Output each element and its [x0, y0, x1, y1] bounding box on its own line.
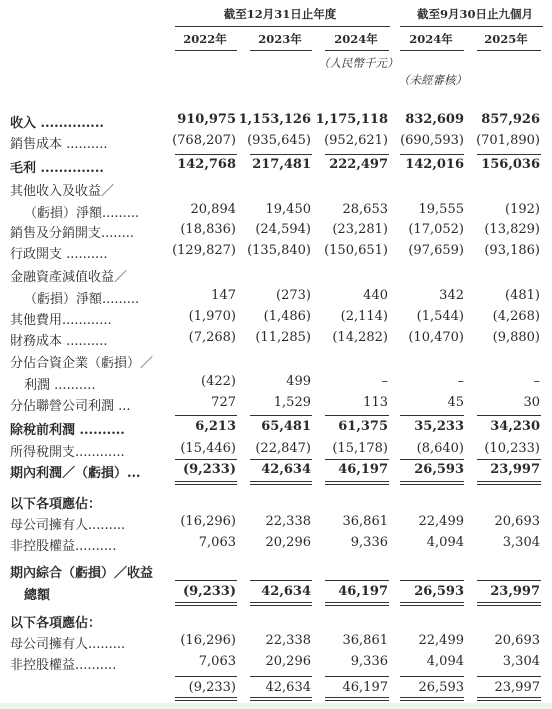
row-value: 910,975 [177, 112, 236, 127]
row-value: 26,593 [414, 462, 464, 477]
row-value: 46,197 [338, 584, 388, 599]
row-value: 42,634 [261, 584, 311, 599]
row-value: (23,281) [332, 222, 388, 237]
row-value: 23,997 [490, 584, 540, 599]
row-value: (150,651) [324, 243, 388, 258]
total-double-rule [250, 697, 312, 701]
subtotal-rule [175, 676, 237, 677]
row-value: 42,634 [265, 680, 311, 695]
row-label: 以下各項應佔： [10, 616, 102, 631]
table-row [0, 288, 552, 308]
year-header-2024-9m: 2024年 [409, 32, 453, 46]
row-value: (690,593) [400, 133, 464, 148]
table-row [0, 395, 552, 415]
subtotal-rule [400, 415, 464, 416]
row-value: 20,894 [190, 202, 236, 217]
row-label: 總額 [24, 588, 51, 603]
total-double-rule [175, 697, 237, 701]
row-value: 28,653 [342, 202, 388, 217]
row-label: 非控股權益.......... [10, 658, 117, 673]
table-row [0, 514, 552, 534]
subtotal-rule [175, 154, 237, 155]
row-label: 非控股權益.......... [10, 539, 117, 554]
row-value: 1,529 [273, 395, 311, 410]
row-value: 36,861 [342, 633, 388, 648]
row-value: (10,470) [408, 330, 464, 345]
row-value: (768,207) [172, 133, 236, 148]
row-value: (273) [276, 288, 311, 303]
row-value: 30 [523, 395, 540, 410]
table-row [0, 441, 552, 461]
subtotal-rule [250, 415, 312, 416]
table-row [0, 309, 552, 329]
row-value: 857,926 [481, 112, 540, 127]
subtotal-rule [400, 459, 464, 460]
table-row [0, 562, 552, 582]
row-label: 行政開支 .......... [10, 247, 108, 262]
subtotal-rule [400, 676, 464, 677]
subtotal-rule [400, 580, 464, 581]
total-double-rule [477, 697, 541, 701]
total-double-rule [325, 481, 389, 485]
row-value: 19,450 [265, 202, 311, 217]
row-value: (1,486) [263, 309, 311, 324]
row-value: 9,336 [350, 654, 388, 669]
unit-note: （人民幣千元） [318, 56, 399, 70]
total-double-rule [325, 697, 389, 701]
row-value: 20,693 [494, 633, 540, 648]
year-header-2024: 2024年 [334, 32, 378, 46]
row-value: (15,446) [180, 441, 236, 456]
subtotal-rule [325, 459, 389, 460]
row-value: 23,997 [494, 680, 540, 695]
row-value: (16,296) [180, 514, 236, 529]
row-label: 利潤 .......... [24, 378, 96, 393]
row-value: (18,836) [180, 222, 236, 237]
total-double-rule [400, 697, 464, 701]
year-header-2025-9m: 2025年 [484, 32, 528, 46]
row-value: 22,499 [418, 633, 464, 648]
row-value: – [381, 374, 388, 389]
row-label: 其他費用............ [10, 313, 112, 328]
row-value: (24,594) [255, 222, 311, 237]
row-value: (11,285) [255, 330, 311, 345]
subtotal-rule [175, 580, 237, 581]
subtotal-rule [175, 415, 237, 416]
table-row [0, 535, 552, 555]
subtotal-rule [250, 154, 312, 155]
row-value: (135,840) [247, 243, 311, 258]
total-double-rule [477, 602, 541, 606]
table-row [0, 352, 552, 372]
table-row [0, 133, 552, 153]
year-rule-3 [325, 50, 389, 51]
total-double-rule [400, 481, 464, 485]
row-value: 22,499 [418, 514, 464, 529]
table-row [0, 112, 552, 132]
row-value: – [533, 374, 540, 389]
header-group-nine-months: 截至9月30日止九個月 [416, 7, 534, 21]
table-row [0, 222, 552, 242]
row-value: (952,621) [324, 133, 388, 148]
row-label: 除稅前利潤 .......... [10, 423, 125, 438]
row-value: 9,336 [350, 535, 388, 550]
row-label: 其他收入及收益／ [10, 184, 115, 199]
row-value: 46,197 [342, 680, 388, 695]
total-double-rule [175, 602, 237, 606]
row-value: 19,555 [418, 202, 464, 217]
year-header-2023: 2023年 [258, 32, 302, 46]
row-value: (9,233) [182, 584, 236, 599]
row-value: (935,645) [247, 133, 311, 148]
row-value: 217,481 [252, 157, 311, 172]
row-label: 銷售及分銷開支........ [10, 226, 135, 241]
row-value: 4,094 [426, 654, 464, 669]
row-label: 期內綜合（虧損）／收益 [10, 566, 154, 581]
subtotal-rule [175, 459, 237, 460]
row-value: 1,153,126 [238, 112, 311, 127]
subtotal-rule [325, 676, 389, 677]
row-label: 收入 .............. [10, 116, 104, 131]
row-value: 7,063 [198, 535, 236, 550]
row-value: 113 [363, 395, 388, 410]
row-value: 42,634 [261, 462, 311, 477]
row-value: (9,233) [188, 680, 236, 695]
row-label: 分佔合資企業（虧損）／ [10, 356, 154, 371]
year-rule-1 [175, 50, 237, 51]
row-label: （虧損）淨額......... [24, 292, 140, 307]
row-value: 222,497 [329, 157, 388, 172]
row-value: (701,890) [476, 133, 540, 148]
row-value: 727 [211, 395, 236, 410]
row-label: 金融資產減值收益／ [10, 270, 128, 285]
row-label: 分佔聯營公司利潤 ... [10, 399, 131, 414]
row-value: (8,640) [416, 441, 464, 456]
row-label: 以下各項應佔： [10, 497, 102, 512]
row-value: (4,268) [492, 309, 540, 324]
row-label: 財務成本 .......... [10, 334, 108, 349]
row-label: 期內利潤／（虧損）... [10, 466, 141, 481]
row-label: 毛利 .............. [10, 161, 104, 176]
subtotal-rule [250, 459, 312, 460]
row-value: 20,296 [265, 535, 311, 550]
subtotal-rule [477, 154, 541, 155]
row-label: 母公司擁有人......... [10, 637, 126, 652]
row-value: (9,880) [492, 330, 540, 345]
row-value: (97,659) [408, 243, 464, 258]
row-value: (93,186) [484, 243, 540, 258]
total-double-rule [325, 602, 389, 606]
table-row [0, 584, 552, 604]
row-value: 34,230 [490, 419, 540, 434]
total-double-rule [250, 481, 312, 485]
row-value: (10,233) [484, 441, 540, 456]
subtotal-rule [325, 580, 389, 581]
row-value: 832,609 [405, 112, 464, 127]
row-value: 142,768 [177, 157, 236, 172]
total-double-rule [250, 602, 312, 606]
table-row [0, 266, 552, 286]
header-rule-left [175, 26, 390, 27]
row-value: 35,233 [414, 419, 464, 434]
table-row [0, 374, 552, 394]
row-value: 440 [363, 288, 388, 303]
row-value: 3,304 [502, 535, 540, 550]
table-row [0, 157, 552, 177]
row-value: 20,693 [494, 514, 540, 529]
table-row [0, 180, 552, 200]
row-value: 22,338 [265, 514, 311, 529]
subtotal-rule [325, 415, 389, 416]
subtotal-rule [477, 459, 541, 460]
subtotal-rule [400, 154, 464, 155]
row-value: 6,213 [195, 419, 236, 434]
row-value: (13,829) [484, 222, 540, 237]
row-value: 7,063 [198, 654, 236, 669]
row-value: 3,304 [502, 654, 540, 669]
table-row [0, 330, 552, 350]
total-double-rule [175, 481, 237, 485]
header-rule-right [400, 26, 543, 27]
row-value: 45 [447, 395, 464, 410]
row-value: (2,114) [340, 309, 388, 324]
row-value: 4,094 [426, 535, 464, 550]
row-value: 65,481 [261, 419, 311, 434]
row-value: (17,052) [408, 222, 464, 237]
page-bottom-band [0, 703, 552, 709]
row-value: 61,375 [338, 419, 388, 434]
subtotal-rule [477, 580, 541, 581]
unaudited-note: （未經審核） [398, 73, 467, 87]
header-group-fiscal-year: 截至12月31日止年度 [223, 7, 337, 21]
subtotal-rule [325, 154, 389, 155]
row-value: 26,593 [414, 584, 464, 599]
row-label: 所得稅開支............ [10, 445, 125, 460]
row-value: 342 [439, 288, 464, 303]
row-value: 499 [286, 374, 311, 389]
row-value: (16,296) [180, 633, 236, 648]
row-value: (422) [201, 374, 236, 389]
row-label: （虧損）淨額......... [24, 206, 140, 221]
row-value: 26,593 [418, 680, 464, 695]
year-rule-2 [250, 50, 312, 51]
row-value: 23,997 [490, 462, 540, 477]
row-value: (7,268) [188, 330, 236, 345]
subtotal-rule [477, 415, 541, 416]
row-value: 1,175,118 [315, 112, 388, 127]
total-double-rule [477, 481, 541, 485]
row-value: (15,178) [332, 441, 388, 456]
table-row [0, 202, 552, 222]
row-value: 142,016 [405, 157, 464, 172]
row-value: 46,197 [338, 462, 388, 477]
table-row [0, 462, 552, 482]
table-row [0, 654, 552, 674]
row-value: (481) [505, 288, 540, 303]
year-rule-5 [477, 50, 541, 51]
row-value: – [457, 374, 464, 389]
row-value: 20,296 [265, 654, 311, 669]
year-rule-4 [400, 50, 464, 51]
row-value: 36,861 [342, 514, 388, 529]
row-label: 母公司擁有人......... [10, 518, 126, 533]
subtotal-rule [250, 580, 312, 581]
table-row [0, 419, 552, 439]
row-value: 22,338 [265, 633, 311, 648]
row-value: (1,970) [188, 309, 236, 324]
table-row [0, 612, 552, 632]
table-row [0, 633, 552, 653]
row-value: (9,233) [182, 462, 236, 477]
total-double-rule [400, 602, 464, 606]
row-value: (129,827) [172, 243, 236, 258]
row-value: (14,282) [332, 330, 388, 345]
subtotal-rule [250, 676, 312, 677]
row-label: 銷售成本 .......... [10, 137, 108, 152]
row-value: (1,544) [416, 309, 464, 324]
row-value: 147 [211, 288, 236, 303]
subtotal-rule [477, 676, 541, 677]
row-value: 156,036 [481, 157, 540, 172]
row-value: (192) [505, 202, 540, 217]
table-row [0, 493, 552, 513]
row-value: (22,847) [255, 441, 311, 456]
table-row [0, 243, 552, 263]
year-header-2022: 2022年 [183, 32, 227, 46]
